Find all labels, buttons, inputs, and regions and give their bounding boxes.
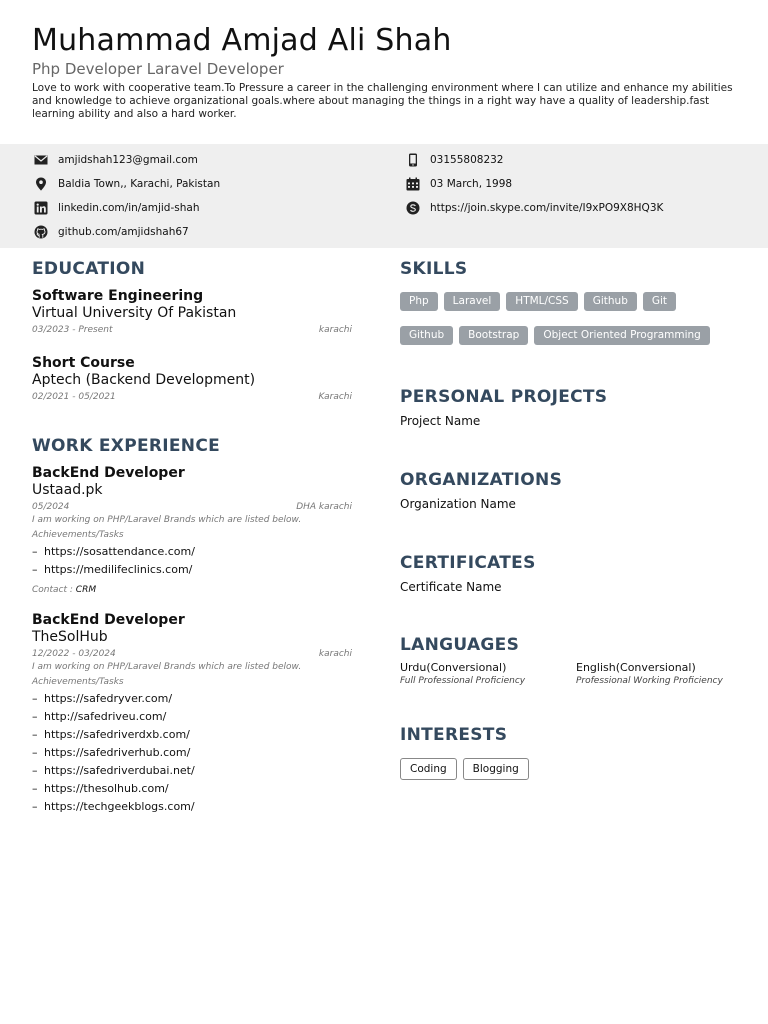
company: Ustaad.pk xyxy=(32,482,103,498)
list-item: – https://techgeekblogs.com/ xyxy=(32,798,352,816)
skill-tag: Git xyxy=(643,292,676,311)
work-location: DHA karachi xyxy=(296,502,352,512)
left-column xyxy=(32,258,352,816)
education-location: karachi xyxy=(318,325,352,335)
work-location: karachi xyxy=(318,649,352,659)
education-location: Karachi xyxy=(318,392,352,402)
email-icon xyxy=(34,153,48,167)
full-name: Muhammad Amjad Ali Shah xyxy=(32,23,452,58)
project-item: Project Name xyxy=(400,414,481,428)
organizations-heading: ORGANIZATIONS xyxy=(400,470,563,490)
certificates-heading: CERTIFICATES xyxy=(400,553,536,573)
education-entry xyxy=(32,288,352,336)
role: BackEnd Developer xyxy=(32,612,185,628)
work-entry xyxy=(32,612,352,816)
school: Virtual University Of Pakistan xyxy=(32,305,237,321)
achievements-label: Achievements/Tasks xyxy=(32,530,124,540)
calendar-icon xyxy=(406,177,420,191)
school: Aptech (Backend Development) xyxy=(32,372,256,388)
skill-tag: Php xyxy=(400,292,438,311)
right-column xyxy=(400,258,740,780)
summary: Love to work with cooperative team.To Pressure a career in the challenging environment where I can utilize and enhance my abilities and knowledge to achieve organizational goals.where about managing the things in a right way have a quality of leadership.fast learning ability and also a hard worker. xyxy=(32,82,733,120)
interests-list xyxy=(400,757,740,780)
company: TheSolHub xyxy=(32,629,108,645)
language-level: Full Professional Proficiency xyxy=(400,676,526,686)
list-item: – https://medilifeclinics.com/ xyxy=(32,561,352,579)
contact-band: amjidshah123@gmail.com Baldia Town,, Karachi, Pakistan linkedin.com/in/amjid-shah github.com/amjidshah67 03155808232 03 March, 1998 https://join.skype.com/invite/I9xPO9X8HQ3K xyxy=(0,144,768,248)
education-meta xyxy=(32,391,352,403)
list-item: – http://safedriveu.com/ xyxy=(32,708,352,726)
interest-tag: Coding xyxy=(400,758,457,780)
languages-list xyxy=(400,661,740,687)
skill-tag: Github xyxy=(584,292,637,311)
interests-heading: INTERESTS xyxy=(400,725,508,745)
linkedin-icon xyxy=(34,201,48,215)
job-title: Php Developer Laravel Developer xyxy=(32,60,284,78)
work-description: I am working on PHP/Laravel Brands which are listed below. xyxy=(32,662,302,672)
education-dates: 03/2023 - Present xyxy=(32,325,113,335)
work-entry xyxy=(32,465,352,596)
list-item: – https://sosattendance.com/ xyxy=(32,543,352,561)
list-item: – https://thesolhub.com/ xyxy=(32,780,352,798)
work-heading: WORK EXPERIENCE xyxy=(32,436,221,456)
organization-item: Organization Name xyxy=(400,497,516,511)
interest-tag: Blogging xyxy=(463,758,529,780)
resume-header xyxy=(0,0,768,121)
work-description: I am working on PHP/Laravel Brands which are listed below. xyxy=(32,515,302,525)
education-entry xyxy=(32,355,352,403)
degree: Software Engineering xyxy=(32,288,204,304)
skill-tag: Object Oriented Programming xyxy=(534,326,710,345)
list-item: – https://safedriverdxb.com/ xyxy=(32,726,352,744)
skype-icon xyxy=(406,201,420,215)
location-icon xyxy=(34,177,48,191)
github-icon xyxy=(34,225,48,239)
language-item xyxy=(576,661,736,687)
language-name: English(Conversional) xyxy=(576,661,696,674)
work-meta xyxy=(32,648,352,660)
achievements-label: Achievements/Tasks xyxy=(32,677,124,687)
language-item xyxy=(400,661,576,687)
work-meta xyxy=(32,501,352,513)
list-item: – https://safedryver.com/ xyxy=(32,690,352,708)
languages-heading: LANGUAGES xyxy=(400,635,520,655)
list-item: – https://safedriverhub.com/ xyxy=(32,744,352,762)
work-dates: 12/2022 - 03/2024 xyxy=(32,649,116,659)
list-item: – https://safedriverdubai.net/ xyxy=(32,762,352,780)
language-level: Professional Working Proficiency xyxy=(576,676,723,686)
certificate-item: Certificate Name xyxy=(400,580,502,594)
language-name: Urdu(Conversional) xyxy=(400,661,507,674)
skills-heading: SKILLS xyxy=(400,259,468,279)
skill-tag: HTML/CSS xyxy=(506,292,577,311)
skill-tag: Bootstrap xyxy=(459,326,528,345)
role: BackEnd Developer xyxy=(32,465,185,481)
degree: Short Course xyxy=(32,355,135,371)
skill-tag: Laravel xyxy=(444,292,501,311)
education-meta xyxy=(32,324,352,336)
skills-row xyxy=(400,323,740,345)
phone-icon xyxy=(406,153,420,167)
projects-heading: PERSONAL PROJECTS xyxy=(400,387,608,407)
education-dates: 02/2021 - 05/2021 xyxy=(32,392,116,402)
work-dates: 05/2024 xyxy=(32,502,70,512)
skills-row xyxy=(400,289,740,311)
education-heading: EDUCATION xyxy=(32,259,146,279)
skill-tag: Github xyxy=(400,326,453,345)
work-contact: Contact : CRM xyxy=(32,585,97,595)
